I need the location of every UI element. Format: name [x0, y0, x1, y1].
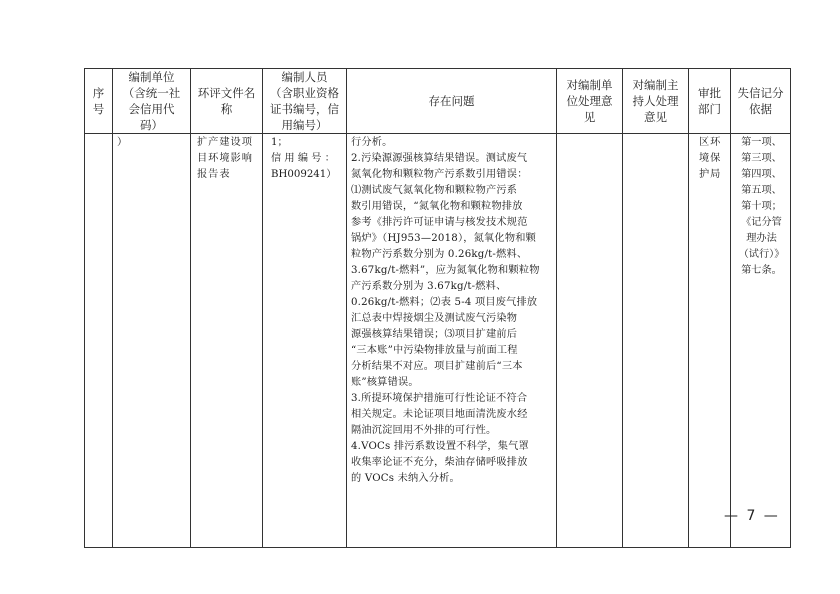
issue-line: 账”核算错误。	[351, 377, 419, 388]
header-basis: 失信记分 依据	[731, 69, 791, 134]
table-header-row	[85, 69, 791, 134]
table-row	[85, 134, 791, 548]
header-issues: 存在问题	[347, 69, 557, 134]
header-host-opinion: 对编制主 持人处理 意见	[623, 69, 689, 134]
issue-line: 的 VOCs 未纳入分析。	[351, 473, 460, 484]
issue-line: 3.所提环境保护措施可行性论证不符合	[351, 393, 528, 404]
violation-table	[84, 68, 791, 548]
issue-line: “三本账”中污染物排放量与前面工程	[351, 345, 518, 356]
issue-line: 3.67kg/t-燃料”，应为氮氧化物和颗粒物	[351, 265, 540, 276]
cell-unit-opinion	[557, 134, 623, 548]
cell-unit: ）	[113, 134, 191, 548]
cell-host-opinion	[623, 134, 689, 548]
issue-line: 锅炉》（HJ953—2018），氮氧化物和颗	[351, 233, 536, 244]
cell-issues	[347, 134, 557, 548]
issue-line: 氮氧化物和颗粒物产污系数引用错误：	[351, 169, 528, 180]
header-dept: 审批 部门	[689, 69, 731, 134]
issue-line: ⑴测试废气氮氧化物和颗粒物产污系	[351, 185, 518, 196]
header-unit: 编制单位 （含统一社 会信用代 码）	[113, 69, 191, 134]
issue-line: 源强核算结果错误；⑶项目扩建前后	[351, 329, 518, 340]
issue-line: 行分析。	[351, 137, 393, 148]
cell-dept: 区环 境保 护局	[689, 134, 731, 548]
issue-line: 数引用错误，“氮氧化物和颗粒物排放	[351, 201, 523, 212]
cell-basis: 第一项、 第三项、 第四项、 第五项、 第十项； 《记分管 理办法 （试行）》 第七条。	[731, 134, 791, 548]
header-unit-opinion: 对编制单 位处理意 见	[557, 69, 623, 134]
cell-file-name: 扩产建设项 目环境影响 报告表	[191, 134, 263, 548]
issue-line: 汇总表中焊接烟尘及测试废气污染物	[351, 313, 518, 324]
issue-line: 2.污染源源强核算结果错误。测试废气	[351, 153, 528, 164]
issue-line: 参考《排污许可证申请与核发技术规范	[351, 217, 528, 228]
header-file-name: 环评文件名 称	[191, 69, 263, 134]
issue-line: 隔油沉淀回用不外排的可行性。	[351, 425, 497, 436]
issue-line: 收集率论证不充分，柴油存储呼吸排放	[351, 457, 528, 468]
issue-line: 产污系数分别为 3.67kg/t-燃料、	[351, 281, 507, 292]
issue-line: 粒物产污系数分别为 0.26kg/t-燃料、	[351, 249, 528, 260]
issue-line: 分析结果不对应。项目扩建前后“三本	[351, 361, 523, 372]
issue-line: 0.26kg/t-燃料；⑵表 5-4 项目废气排放	[351, 297, 538, 308]
cell-seq	[85, 134, 113, 548]
cell-staff: 1； 信 用 编 号 ： BH009241）	[263, 134, 347, 548]
header-seq: 序号	[85, 69, 113, 134]
issue-line: 4.VOCs 排污系数设置不科学，集气罩	[351, 441, 529, 452]
header-staff: 编制人员 （含职业资格 证书编号，信 用编号）	[263, 69, 347, 134]
issue-line: 相关规定。未论证项目地面清洗废水经	[351, 409, 528, 420]
page-number: — 7 —	[724, 508, 780, 524]
